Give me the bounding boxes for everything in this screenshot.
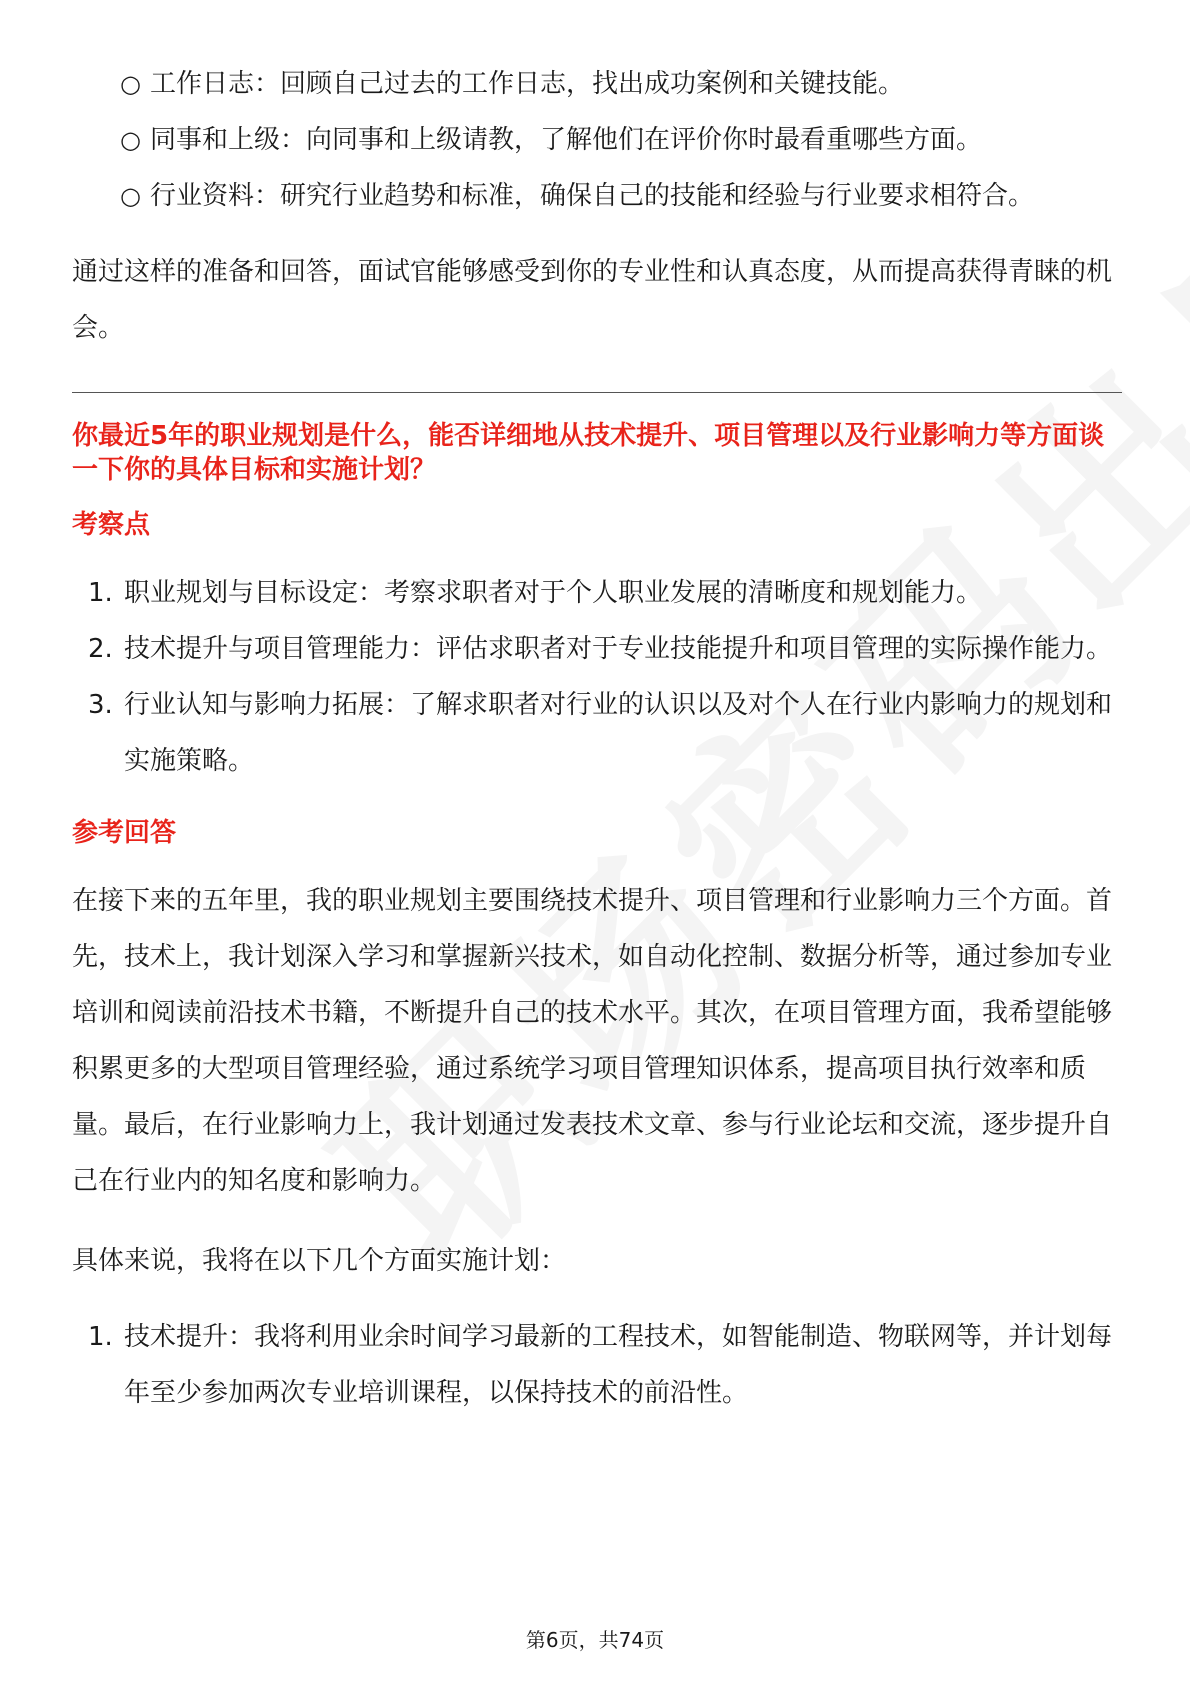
list-item-text: 技术提升：我将利用业余时间学习最新的工程技术，如智能制造、物联网等，并计划每年至少参加两次专业培训课程，以保持技术的前沿性。 (124, 1322, 1113, 1408)
list-item-text: 同事和上级：向同事和上级请教，了解他们在评价你时最看重哪些方面。 (150, 125, 983, 155)
list-item (88, 677, 1122, 789)
page-content (72, 56, 1122, 1421)
summary-paragraph: 通过这样的准备和回答，面试官能够感受到你的专业性和认真态度，从而提高获得青睐的机会。 (72, 257, 1113, 343)
answer-paragraph: 在接下来的五年里，我的职业规划主要围绕技术提升、项目管理和行业影响力三个方面。首先，技术上，我计划深入学习和掌握新兴技术，如自动化控制、数据分析等，通过参加专业培训和阅读前沿技术书籍，不断提升自己的技术水平。其次，在项目管理方面，我希望能够积累更多的大型项目管理经验，通过系统学习项目管理知识体系，提高项目执行效率和质量。最后，在行业影响力上，我计划通过发表技术文章、参与行业论坛和交流，逐步提升自己在行业内的知名度和影响力。 (72, 886, 1113, 1196)
answer-heading: 参考回答 (72, 818, 177, 848)
list-number: 1. (88, 578, 113, 608)
list-item (120, 168, 1122, 224)
bullet-list (72, 56, 1122, 224)
list-item-text: 行业资料：研究行业趋势和标准，确保自己的技能和经验与行业要求相符合。 (150, 181, 1035, 211)
bullet-icon: ○ (120, 126, 141, 154)
list-item (88, 1309, 1122, 1421)
list-item (120, 112, 1122, 168)
section-divider (72, 392, 1122, 393)
plan-list (72, 1309, 1122, 1421)
page-footer: 第6页，共74页 (525, 1628, 665, 1652)
focus-list (72, 565, 1122, 789)
list-item-text: 技术提升与项目管理能力：评估求职者对于专业技能提升和项目管理的实际操作能力。 (124, 634, 1113, 664)
list-number: 1. (88, 1322, 113, 1352)
answer-paragraph: 具体来说，我将在以下几个方面实施计划： (72, 1246, 567, 1276)
list-number: 2. (88, 634, 113, 664)
list-number: 3. (88, 690, 113, 720)
question-heading: 你最近5年的职业规划是什么，能否详细地从技术提升、项目管理以及行业影响力等方面谈一下你的具体目标和实施计划？ (72, 421, 1105, 485)
list-item-text: 工作日志：回顾自己过去的工作日志，找出成功案例和关键技能。 (150, 69, 905, 99)
list-item-text: 行业认知与影响力拓展：了解求职者对行业的认识以及对个人在行业内影响力的规划和实施策略。 (124, 690, 1113, 776)
bullet-icon: ○ (120, 182, 141, 210)
list-item (88, 565, 1122, 621)
list-item-text: 职业规划与目标设定：考察求职者对于个人职业发展的清晰度和规划能力。 (124, 578, 983, 608)
bullet-icon: ○ (120, 70, 141, 98)
list-item (88, 621, 1122, 677)
focus-heading: 考察点 (72, 510, 151, 540)
list-item (120, 56, 1122, 112)
